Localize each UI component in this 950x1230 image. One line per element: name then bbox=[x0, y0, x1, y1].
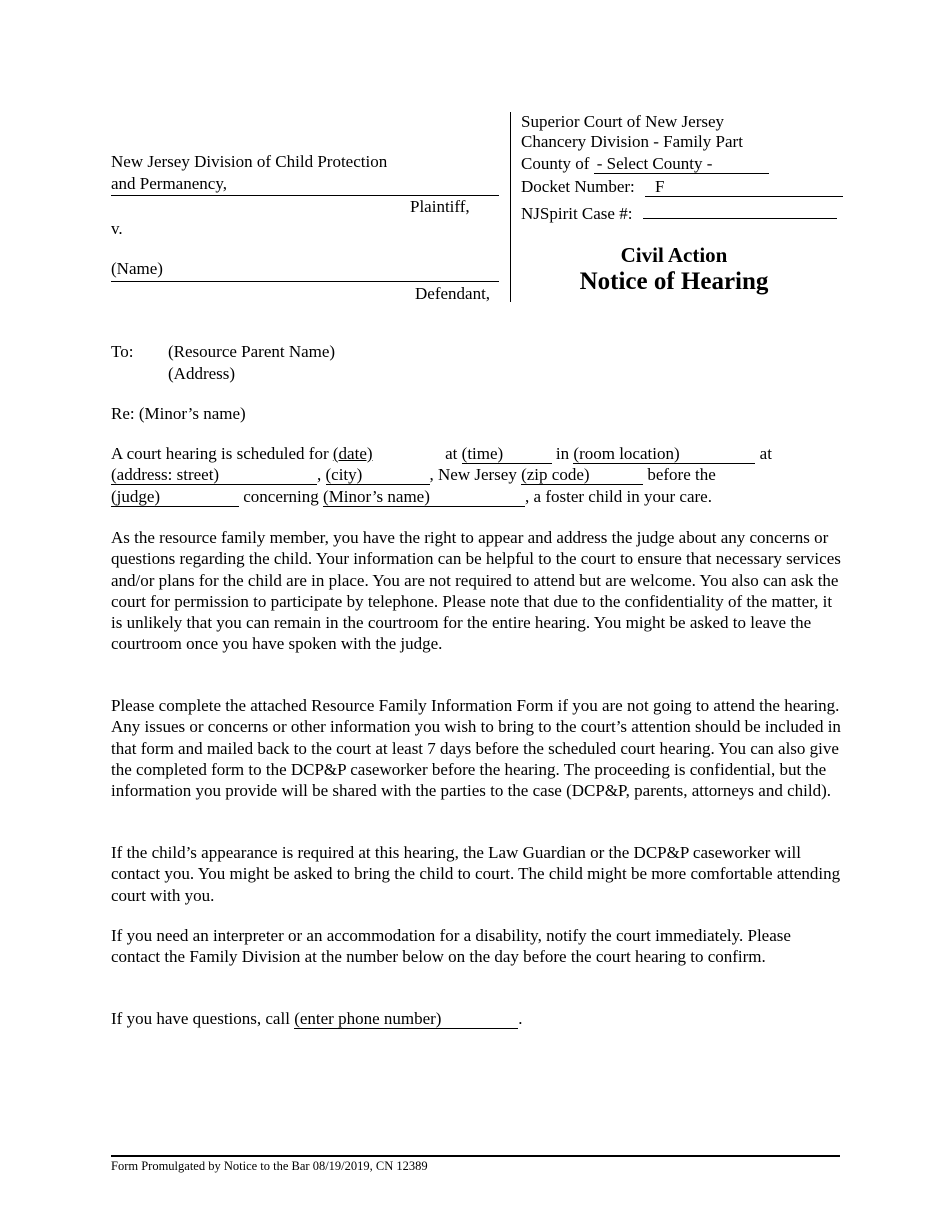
hearing-text-5: , New Jersey bbox=[429, 465, 517, 484]
caption-divider bbox=[510, 112, 511, 302]
hearing-street-field[interactable]: (address: street) bbox=[111, 466, 317, 485]
defendant-name: (Name) bbox=[111, 259, 163, 278]
hearing-line-2 bbox=[111, 465, 716, 485]
resource-parent-address[interactable]: (Address) bbox=[168, 364, 236, 383]
paragraph-interpreter: If you need an interpreter or an accommodation for a disability, notify the court immediately. Please contact the Family Division at the number below on the day before the court hearing to confirm. bbox=[111, 926, 791, 967]
versus-label: v. bbox=[111, 219, 123, 238]
hearing-text-6: before the bbox=[647, 465, 716, 484]
footer-rule bbox=[111, 1155, 840, 1157]
hearing-text-3: in bbox=[555, 444, 570, 463]
plaintiff-label: Plaintiff, bbox=[410, 197, 470, 216]
hearing-text-2: at bbox=[445, 444, 458, 463]
questions-end: . bbox=[518, 1009, 523, 1028]
phone-number-field[interactable]: (enter phone number) bbox=[294, 1010, 518, 1029]
njspirit-label: NJSpirit Case #: bbox=[521, 204, 633, 223]
paragraph-child-appearance: If the child’s appearance is required at this hearing, the Law Guardian or the DCP&P caseworker will contact you. You might be asked to bring the child to court. The child might be more comfortable attending court with you. bbox=[111, 843, 841, 905]
to-label: To: bbox=[111, 342, 134, 361]
hearing-date-field[interactable]: (date) bbox=[332, 444, 373, 463]
hearing-city-field[interactable]: (city) bbox=[326, 466, 430, 485]
hearing-room-field[interactable]: (room location) bbox=[573, 445, 755, 464]
court-name: Superior Court of New Jersey bbox=[521, 112, 725, 131]
hearing-minor-field[interactable]: (Minor’s name) bbox=[323, 488, 525, 507]
hearing-judge-field[interactable]: (judge) bbox=[111, 488, 239, 507]
hearing-line-1 bbox=[111, 444, 772, 464]
hearing-text-1: A court hearing is scheduled for bbox=[111, 444, 329, 463]
hearing-text-7: concerning bbox=[243, 487, 319, 506]
hearing-line-3 bbox=[111, 487, 712, 507]
hearing-zip-field[interactable]: (zip code) bbox=[521, 466, 643, 485]
footer-text: Form Promulgated by Notice to the Bar 08/19/2019, CN 12389 bbox=[111, 1159, 428, 1173]
paragraph-rights: As the resource family member, you have the right to appear and address the judge about any concerns or questions regarding the child. Your information can be helpful to the court to ensure that necessary services and/or plans for the child are in place. You are not required to attend but are welcome. You also can ask the court for permission to participate by telephone. Please note that due to the confidentiality of the matter, it is unlikely that you can remain in the courtroom for the entire hearing. You might be asked to leave the courtroom once you have spoken with the judge. bbox=[111, 528, 841, 654]
hearing-comma: , bbox=[317, 465, 322, 484]
paragraph-information-form: Please complete the attached Resource Family Information Form if you are not going to attend the hearing. Any issues or concerns or other information you wish to bring to the court’s attention should be included in that form and mailed back to the court at least 7 days before the scheduled court hearing. You can also give the completed form to the DCP&P caseworker before the hearing. The proceeding is confidential, but the information you provide will be shared with the parties to the case (DCP&P, parents, attorneys and child). bbox=[111, 696, 841, 801]
doc-title-line2: Notice of Hearing bbox=[579, 268, 769, 295]
doc-title-line1: Civil Action bbox=[620, 243, 728, 267]
hearing-text-4: at bbox=[759, 444, 772, 463]
court-division: Chancery Division - Family Part bbox=[521, 132, 743, 151]
plaintiff-name-line1: New Jersey Division of Child Protection bbox=[111, 152, 388, 171]
resource-parent-name[interactable]: (Resource Parent Name) bbox=[168, 342, 336, 361]
njspirit-row bbox=[521, 200, 837, 224]
questions-text: If you have questions, call bbox=[111, 1009, 290, 1028]
re-minor-name[interactable]: (Minor’s name) bbox=[138, 404, 246, 423]
docket-row bbox=[521, 177, 843, 197]
re-line bbox=[111, 404, 246, 424]
defendant-label: Defendant, bbox=[415, 284, 491, 303]
questions-line bbox=[111, 1009, 522, 1029]
njspirit-case-field[interactable] bbox=[643, 200, 837, 219]
county-select[interactable]: - Select County - bbox=[594, 155, 769, 174]
re-label: Re: bbox=[111, 404, 135, 423]
docket-label: Docket Number: bbox=[521, 177, 635, 196]
county-label: County of bbox=[521, 154, 590, 173]
county-row bbox=[521, 154, 769, 174]
plaintiff-name-line2: and Permanency, bbox=[111, 174, 227, 193]
hearing-time-field[interactable]: (time) bbox=[462, 445, 552, 464]
plaintiff-underline bbox=[111, 195, 499, 196]
docket-number-field[interactable]: F bbox=[645, 178, 843, 197]
defendant-underline bbox=[111, 281, 499, 282]
hearing-text-8: , a foster child in your care. bbox=[525, 487, 712, 506]
